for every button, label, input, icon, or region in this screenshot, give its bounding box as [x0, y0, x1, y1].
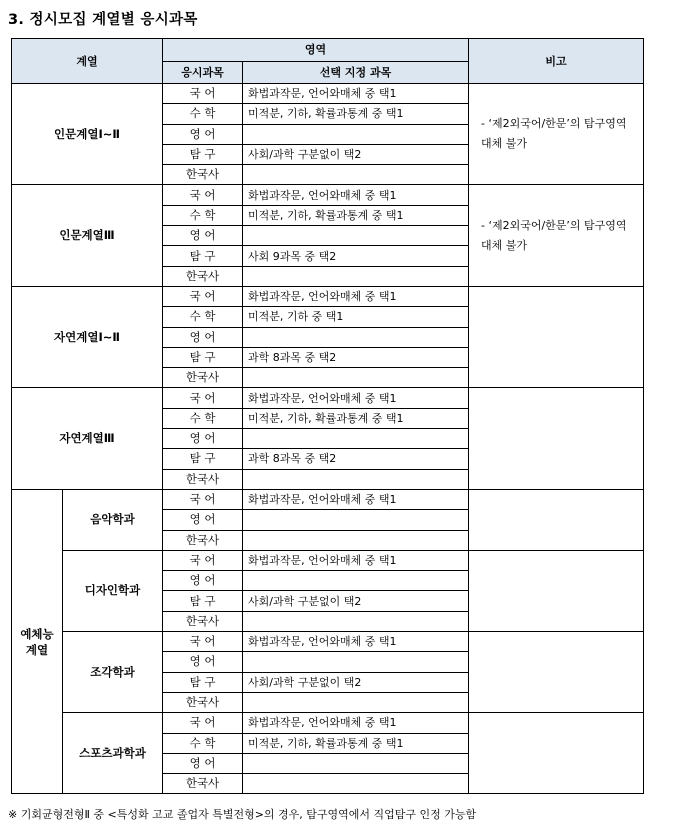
subject-cell: 국 어 [163, 489, 243, 509]
subject-cell: 국 어 [163, 84, 243, 104]
subject-cell: 수 학 [163, 205, 243, 225]
subject-cell: 한국사 [163, 469, 243, 489]
selection-cell: 미적분, 기하 중 택1 [243, 307, 469, 327]
subject-cell: 한국사 [163, 266, 243, 286]
subject-cell: 영 어 [163, 327, 243, 347]
selection-cell: 미적분, 기하, 확률과통계 중 택1 [243, 205, 469, 225]
selection-cell [243, 571, 469, 591]
subject-cell: 국 어 [163, 550, 243, 570]
table-body [12, 84, 644, 794]
selection-cell: 화법과작문, 언어와매체 중 택1 [243, 632, 469, 652]
selection-cell: 사회 9과목 중 택2 [243, 246, 469, 266]
arts-group-name-line2: 계열 [25, 642, 49, 657]
selection-cell: 화법과작문, 언어와매체 중 택1 [243, 185, 469, 205]
group-name: 자연계열Ⅲ [12, 388, 163, 489]
group-name: 자연계열Ⅰ~Ⅱ [12, 286, 163, 387]
note-cell [469, 632, 644, 713]
selection-cell: 화법과작문, 언어와매체 중 택1 [243, 388, 469, 408]
selection-cell: 사회/과학 구분없이 택2 [243, 672, 469, 692]
department-name: 조각학과 [63, 632, 163, 713]
subject-cell: 한국사 [163, 530, 243, 550]
selection-cell: 과학 8과목 중 택2 [243, 347, 469, 367]
subject-cell: 영 어 [163, 571, 243, 591]
selection-cell [243, 652, 469, 672]
selection-cell: 미적분, 기하, 확률과통계 중 택1 [243, 408, 469, 428]
subjects-table [11, 38, 644, 794]
subject-cell: 탐 구 [163, 144, 243, 164]
subject-cell: 영 어 [163, 429, 243, 449]
note-cell [469, 286, 644, 387]
subject-cell: 영 어 [163, 510, 243, 530]
arts-group-name-line1: 예체능 [20, 626, 54, 641]
subject-cell: 수 학 [163, 733, 243, 753]
note-cell [469, 713, 644, 794]
group-name: 인문계열Ⅰ~Ⅱ [12, 84, 163, 185]
selection-cell [243, 327, 469, 347]
selection-cell: 미적분, 기하, 확률과통계 중 택1 [243, 104, 469, 124]
subject-cell: 수 학 [163, 104, 243, 124]
selection-cell [243, 692, 469, 712]
selection-cell [243, 368, 469, 388]
subject-cell: 영 어 [163, 652, 243, 672]
subject-cell: 한국사 [163, 774, 243, 794]
page-title: 3. 정시모집 계열별 응시과목 [8, 12, 198, 28]
note-cell [469, 489, 644, 550]
subject-cell: 국 어 [163, 632, 243, 652]
selection-cell [243, 510, 469, 530]
table-row [12, 489, 644, 509]
selection-cell [243, 266, 469, 286]
department-name: 디자인학과 [63, 550, 163, 631]
header-subject: 응시과목 [163, 61, 243, 84]
selection-cell [243, 753, 469, 773]
selection-cell [243, 611, 469, 631]
selection-cell [243, 469, 469, 489]
header-group: 계열 [12, 39, 163, 84]
table-row [12, 286, 644, 306]
arts-group-name [12, 489, 63, 793]
department-name: 스포츠과학과 [63, 713, 163, 794]
subject-cell: 탐 구 [163, 449, 243, 469]
footnote: ※ 기회균형전형Ⅱ 중 <특성화 고교 졸업자 특별전형>의 경우, 탐구영역에서 직업탐구 인정 가능함 [8, 808, 477, 821]
selection-cell [243, 429, 469, 449]
selection-cell: 화법과작문, 언어와매체 중 택1 [243, 489, 469, 509]
subject-cell: 한국사 [163, 611, 243, 631]
group-name: 인문계열Ⅲ [12, 185, 163, 286]
selection-cell: 화법과작문, 언어와매체 중 택1 [243, 713, 469, 733]
subject-cell: 한국사 [163, 368, 243, 388]
note-cell: - ‘제2외국어/한문’의 탐구영역 대체 불가 [469, 185, 644, 286]
department-name: 음악학과 [63, 489, 163, 550]
selection-cell: 화법과작문, 언어와매체 중 택1 [243, 550, 469, 570]
selection-cell [243, 165, 469, 185]
table-row [12, 388, 644, 408]
subject-cell: 탐 구 [163, 347, 243, 367]
note-cell [469, 388, 644, 489]
subject-cell: 한국사 [163, 165, 243, 185]
subject-cell: 영 어 [163, 753, 243, 773]
table-row [12, 713, 644, 733]
selection-cell [243, 226, 469, 246]
note-cell: - ‘제2외국어/한문’의 탐구영역 대체 불가 [469, 84, 644, 185]
selection-cell [243, 774, 469, 794]
table-row [12, 632, 644, 652]
subject-cell: 영 어 [163, 124, 243, 144]
subject-cell: 탐 구 [163, 591, 243, 611]
table-row [12, 550, 644, 570]
subject-cell: 국 어 [163, 713, 243, 733]
header-area: 영역 [163, 39, 469, 62]
note-cell [469, 550, 644, 631]
subject-cell: 수 학 [163, 408, 243, 428]
selection-cell [243, 530, 469, 550]
selection-cell: 화법과작문, 언어와매체 중 택1 [243, 84, 469, 104]
selection-cell: 사회/과학 구분없이 택2 [243, 144, 469, 164]
subject-cell: 영 어 [163, 226, 243, 246]
subject-cell: 한국사 [163, 692, 243, 712]
subject-cell: 탐 구 [163, 246, 243, 266]
table-row [12, 84, 644, 104]
selection-cell [243, 124, 469, 144]
header-note: 비고 [469, 39, 644, 84]
subject-cell: 탐 구 [163, 672, 243, 692]
header-row-1 [12, 39, 644, 62]
subject-cell: 국 어 [163, 185, 243, 205]
selection-cell: 화법과작문, 언어와매체 중 택1 [243, 286, 469, 306]
subject-cell: 국 어 [163, 286, 243, 306]
selection-cell: 미적분, 기하, 확률과통계 중 택1 [243, 733, 469, 753]
subject-cell: 수 학 [163, 307, 243, 327]
selection-cell: 사회/과학 구분없이 택2 [243, 591, 469, 611]
subject-cell: 국 어 [163, 388, 243, 408]
selection-cell: 과학 8과목 중 택2 [243, 449, 469, 469]
table-row [12, 185, 644, 205]
header-selection: 선택 지정 과목 [243, 61, 469, 84]
